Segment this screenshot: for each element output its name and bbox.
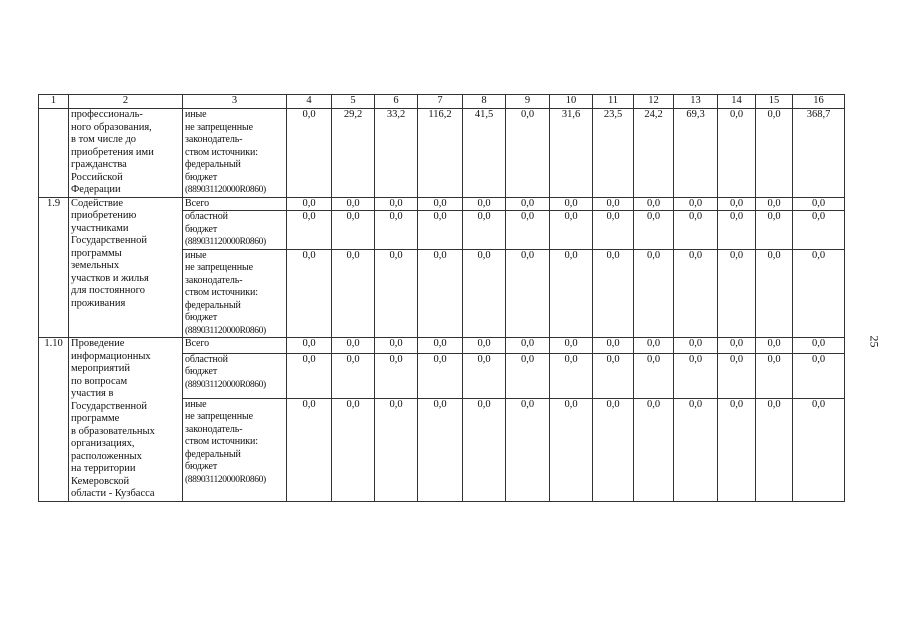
value-cell: 0,0	[718, 211, 756, 250]
value-cell: 0,0	[506, 109, 550, 198]
value-cell: 0,0	[756, 109, 793, 198]
value-cell: 0,0	[506, 338, 550, 354]
value-cell: 0,0	[463, 353, 506, 398]
value-cell: 116,2	[418, 109, 463, 198]
value-cell: 69,3	[674, 109, 718, 198]
value-cell: 0,0	[550, 197, 593, 211]
col-header: 5	[332, 95, 375, 109]
value-cell: 0,0	[793, 211, 845, 250]
value-cell: 0,0	[756, 353, 793, 398]
value-cell: 0,0	[506, 211, 550, 250]
col-header: 13	[674, 95, 718, 109]
value-cell: 0,0	[550, 249, 593, 338]
col-header: 4	[287, 95, 332, 109]
value-cell: 0,0	[418, 353, 463, 398]
value-cell: 0,0	[550, 398, 593, 501]
value-cell: 0,0	[332, 211, 375, 250]
value-cell: 0,0	[375, 211, 418, 250]
value-cell: 0,0	[506, 249, 550, 338]
value-cell: 0,0	[287, 197, 332, 211]
value-cell: 0,0	[593, 197, 634, 211]
funding-source-cell: Всего	[183, 197, 287, 211]
value-cell: 0,0	[287, 353, 332, 398]
page-number: 25	[867, 335, 882, 348]
value-cell: 0,0	[375, 249, 418, 338]
value-cell: 0,0	[463, 211, 506, 250]
value-cell: 0,0	[674, 211, 718, 250]
value-cell: 31,6	[550, 109, 593, 198]
col-header: 10	[550, 95, 593, 109]
value-cell: 0,0	[332, 249, 375, 338]
value-cell: 0,0	[418, 249, 463, 338]
value-cell: 368,7	[793, 109, 845, 198]
col-header: 16	[793, 95, 845, 109]
value-cell: 0,0	[332, 398, 375, 501]
table-row	[39, 338, 845, 354]
value-cell: 0,0	[718, 109, 756, 198]
value-cell: 0,0	[463, 338, 506, 354]
funding-source-cell: иные не запрещенные законодатель- ством источники: федеральный бюджет (889031120000R0860)	[183, 398, 287, 501]
value-cell: 0,0	[756, 249, 793, 338]
value-cell: 0,0	[756, 398, 793, 501]
value-cell: 0,0	[463, 197, 506, 211]
funding-source-cell: Всего	[183, 338, 287, 354]
value-cell: 0,0	[287, 249, 332, 338]
measure-name-cell: профессиональ- ного образования, в том числе до приобретения ими гражданства Российской Федерации	[69, 109, 183, 198]
col-header: 2	[69, 95, 183, 109]
row-number-cell: 1.9	[39, 197, 69, 338]
value-cell: 0,0	[375, 338, 418, 354]
value-cell: 0,0	[418, 398, 463, 501]
value-cell: 0,0	[674, 338, 718, 354]
value-cell: 0,0	[674, 197, 718, 211]
value-cell: 0,0	[463, 398, 506, 501]
value-cell: 0,0	[634, 197, 674, 211]
value-cell: 0,0	[506, 353, 550, 398]
value-cell: 0,0	[793, 353, 845, 398]
row-number-cell: 1.10	[39, 338, 69, 502]
col-header: 9	[506, 95, 550, 109]
value-cell: 29,2	[332, 109, 375, 198]
funding-source-cell: иные не запрещенные законодатель- ством источники: федеральный бюджет (889031120000R0860)	[183, 249, 287, 338]
measure-name-cell: Содействие приобретению участниками Государственной программы земельных участков и жилья для постоянного проживания	[69, 197, 183, 338]
measure-name-cell: Проведение информационных мероприятий по вопросам участия в Государственной программе в образовательных организациях, расположенных на территории Кемеровской области - Кузбасса	[69, 338, 183, 502]
value-cell: 0,0	[756, 211, 793, 250]
value-cell: 0,0	[634, 338, 674, 354]
value-cell: 0,0	[593, 353, 634, 398]
value-cell: 0,0	[718, 353, 756, 398]
value-cell: 0,0	[718, 338, 756, 354]
budget-table	[38, 94, 845, 502]
value-cell: 0,0	[793, 197, 845, 211]
value-cell: 0,0	[506, 197, 550, 211]
col-header: 7	[418, 95, 463, 109]
value-cell: 0,0	[375, 197, 418, 211]
col-header: 12	[634, 95, 674, 109]
value-cell: 0,0	[332, 338, 375, 354]
value-cell: 0,0	[287, 398, 332, 501]
value-cell: 0,0	[332, 197, 375, 211]
value-cell: 0,0	[550, 353, 593, 398]
funding-source-cell: областной бюджет (889031120000R0860)	[183, 353, 287, 398]
value-cell: 0,0	[418, 211, 463, 250]
value-cell: 0,0	[550, 211, 593, 250]
value-cell: 0,0	[287, 338, 332, 354]
value-cell: 0,0	[418, 338, 463, 354]
value-cell: 0,0	[418, 197, 463, 211]
value-cell: 0,0	[793, 338, 845, 354]
col-header: 1	[39, 95, 69, 109]
value-cell: 0,0	[375, 353, 418, 398]
value-cell: 0,0	[718, 398, 756, 501]
header-row	[39, 95, 845, 109]
value-cell: 0,0	[634, 211, 674, 250]
value-cell: 23,5	[593, 109, 634, 198]
value-cell: 0,0	[593, 211, 634, 250]
value-cell: 0,0	[756, 338, 793, 354]
value-cell: 0,0	[793, 249, 845, 338]
col-header: 15	[756, 95, 793, 109]
funding-source-cell: иные не запрещенные законодатель- ством источники: федеральный бюджет (889031120000R0860)	[183, 109, 287, 198]
table-row	[39, 109, 845, 198]
value-cell: 33,2	[375, 109, 418, 198]
row-number-cell	[39, 109, 69, 198]
value-cell: 0,0	[593, 338, 634, 354]
col-header: 6	[375, 95, 418, 109]
value-cell: 0,0	[756, 197, 793, 211]
value-cell: 0,0	[375, 398, 418, 501]
value-cell: 0,0	[674, 398, 718, 501]
value-cell: 0,0	[463, 249, 506, 338]
value-cell: 0,0	[593, 398, 634, 501]
table-row	[39, 197, 845, 211]
value-cell: 0,0	[593, 249, 634, 338]
value-cell: 0,0	[550, 338, 593, 354]
value-cell: 0,0	[674, 249, 718, 338]
value-cell: 0,0	[718, 249, 756, 338]
value-cell: 0,0	[287, 109, 332, 198]
value-cell: 0,0	[634, 398, 674, 501]
value-cell: 0,0	[506, 398, 550, 501]
value-cell: 24,2	[634, 109, 674, 198]
col-header: 11	[593, 95, 634, 109]
value-cell: 0,0	[793, 398, 845, 501]
value-cell: 0,0	[634, 249, 674, 338]
col-header: 3	[183, 95, 287, 109]
value-cell: 0,0	[634, 353, 674, 398]
value-cell: 0,0	[718, 197, 756, 211]
value-cell: 41,5	[463, 109, 506, 198]
col-header: 14	[718, 95, 756, 109]
funding-source-cell: областной бюджет (889031120000R0860)	[183, 211, 287, 250]
value-cell: 0,0	[332, 353, 375, 398]
col-header: 8	[463, 95, 506, 109]
value-cell: 0,0	[287, 211, 332, 250]
value-cell: 0,0	[674, 353, 718, 398]
